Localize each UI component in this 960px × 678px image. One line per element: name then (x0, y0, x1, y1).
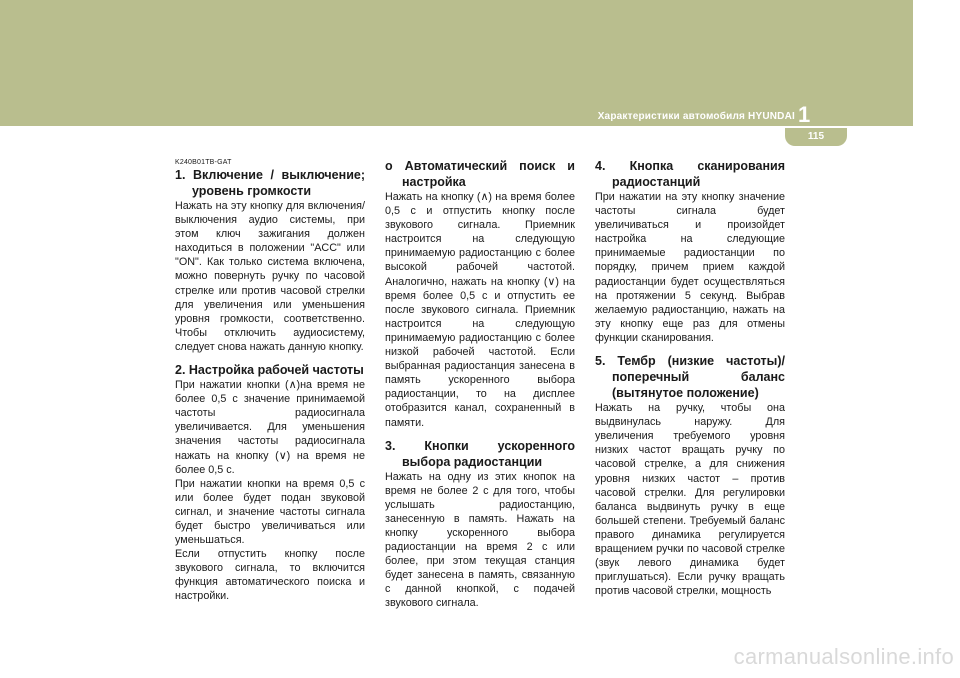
column-middle (385, 158, 575, 611)
header-band (0, 0, 913, 126)
paragraph-tuning-2: При нажатии кнопки на время 0,5 с или более будет подан звуковой сигнал, и значение частоты сигнала будет быстро увеличиваться или уменьшаться. (175, 477, 365, 547)
heading-auto-seek: o Автоматический поиск и настройка (385, 159, 575, 189)
paragraph-scan: При нажатии на эту кнопку значение частоты сигнала будет увеличиваться и произойдет настройка на следующие принимаемые радиостанции по порядку, причем прием каждой радиостанции будет осуществляться на протяжении 5 секунд. Выбрав желаемую радиостанцию, нажать на эту кнопку еще раз для отмены функции сканирования. (595, 191, 785, 344)
column-right (595, 158, 785, 598)
paragraph-tuning-1: При нажатии кнопки (∧)на время не более 0,5 с значение принимаемой частоты радиосигнала увеличивается. Для уменьшения значения частоты радиосигнала нажать на кнопку (∨) на время не более 0,5 с. (175, 379, 365, 476)
paragraph-preset-buttons: Нажать на одну из этих кнопок на время не более 2 с для того, чтобы услышать радиостанцию, занесенную в память. Нажать на кнопку ускоренного выбора радиостанции на время 2 с или более, при этом текущая станция будет занесена в память, связанную с данной кнопкой, с подачей звукового сигнала. (385, 470, 575, 610)
running-header-title: Характеристики автомобиля HYUNDAI (597, 111, 795, 122)
heading-bass-balance: 5. Тембр (низкие частоты)/ поперечный баланс (вытянутое положение) (595, 354, 785, 401)
paragraph-auto-seek: Нажать на кнопку (∧) на время более 0,5 с и отпустить кнопку после звукового сигнала. Приемник настроится на следующую принимаемую радиостанцию с более высокой рабочей частотой. Аналогично, нажать на кнопку (∨) на время более 0,5 с и отпустить ее после звукового сигнала. Приемник настроится на следующую принимаемую радиостанцию с более низкой рабочей частотой. Если выбранная радиостанция занесена в память ускоренного выбора радиостанции, то на дисплее отобразится канал, сохраненный в памяти. (385, 191, 575, 429)
column-left (175, 158, 365, 604)
watermark: carmanualsonline.info (733, 644, 954, 669)
section-code: K240B01TB-GAT (175, 159, 232, 166)
page-number: 115 (807, 131, 825, 142)
paragraph-bass-balance: Нажать на ручку, чтобы она выдвинулась наружу. Для увеличения требуемого уровня низких частот вращать ручку по часовой стрелке, а для снижения уровня низких частот – против часовой стрелки. Для регулировки баланса выдвинуть ручку в еще большей степени. Требуемый баланс правого динамика регулируется вращением ручки по часовой стрелке (звук левого динамика будет приглушаться). Если ручку вращать против часовой стрелки, мощность (595, 402, 785, 598)
paragraph-tuning-3: Если отпустить кнопку после звукового сигнала, то включится функция автоматического поиска и настройки. (175, 548, 365, 603)
heading-scan: 4. Кнопка сканирования радиостанций (595, 159, 785, 189)
heading-tuning: 2. Настройка рабочей частоты (175, 363, 364, 378)
heading-preset-buttons: 3. Кнопки ускоренного выбора радиостанции (385, 438, 575, 469)
heading-power-volume: 1. Включение / выключение; уровень громкости (175, 168, 365, 198)
page-number-tab (785, 128, 847, 146)
paragraph-power-volume: Нажать на эту кнопку для включения/выключения аудио системы, при этом ключ зажигания должен находиться в положении "ACC" или "ON". Как только система включена, можно повернуть ручку по часовой стрелке или против часовой стрелки для увеличения или уменьшения уровня громкости, соответственно. Чтобы отключить аудиосистему, следует снова нажать данную кнопку. (175, 200, 365, 353)
chapter-number: 1 (798, 102, 811, 127)
